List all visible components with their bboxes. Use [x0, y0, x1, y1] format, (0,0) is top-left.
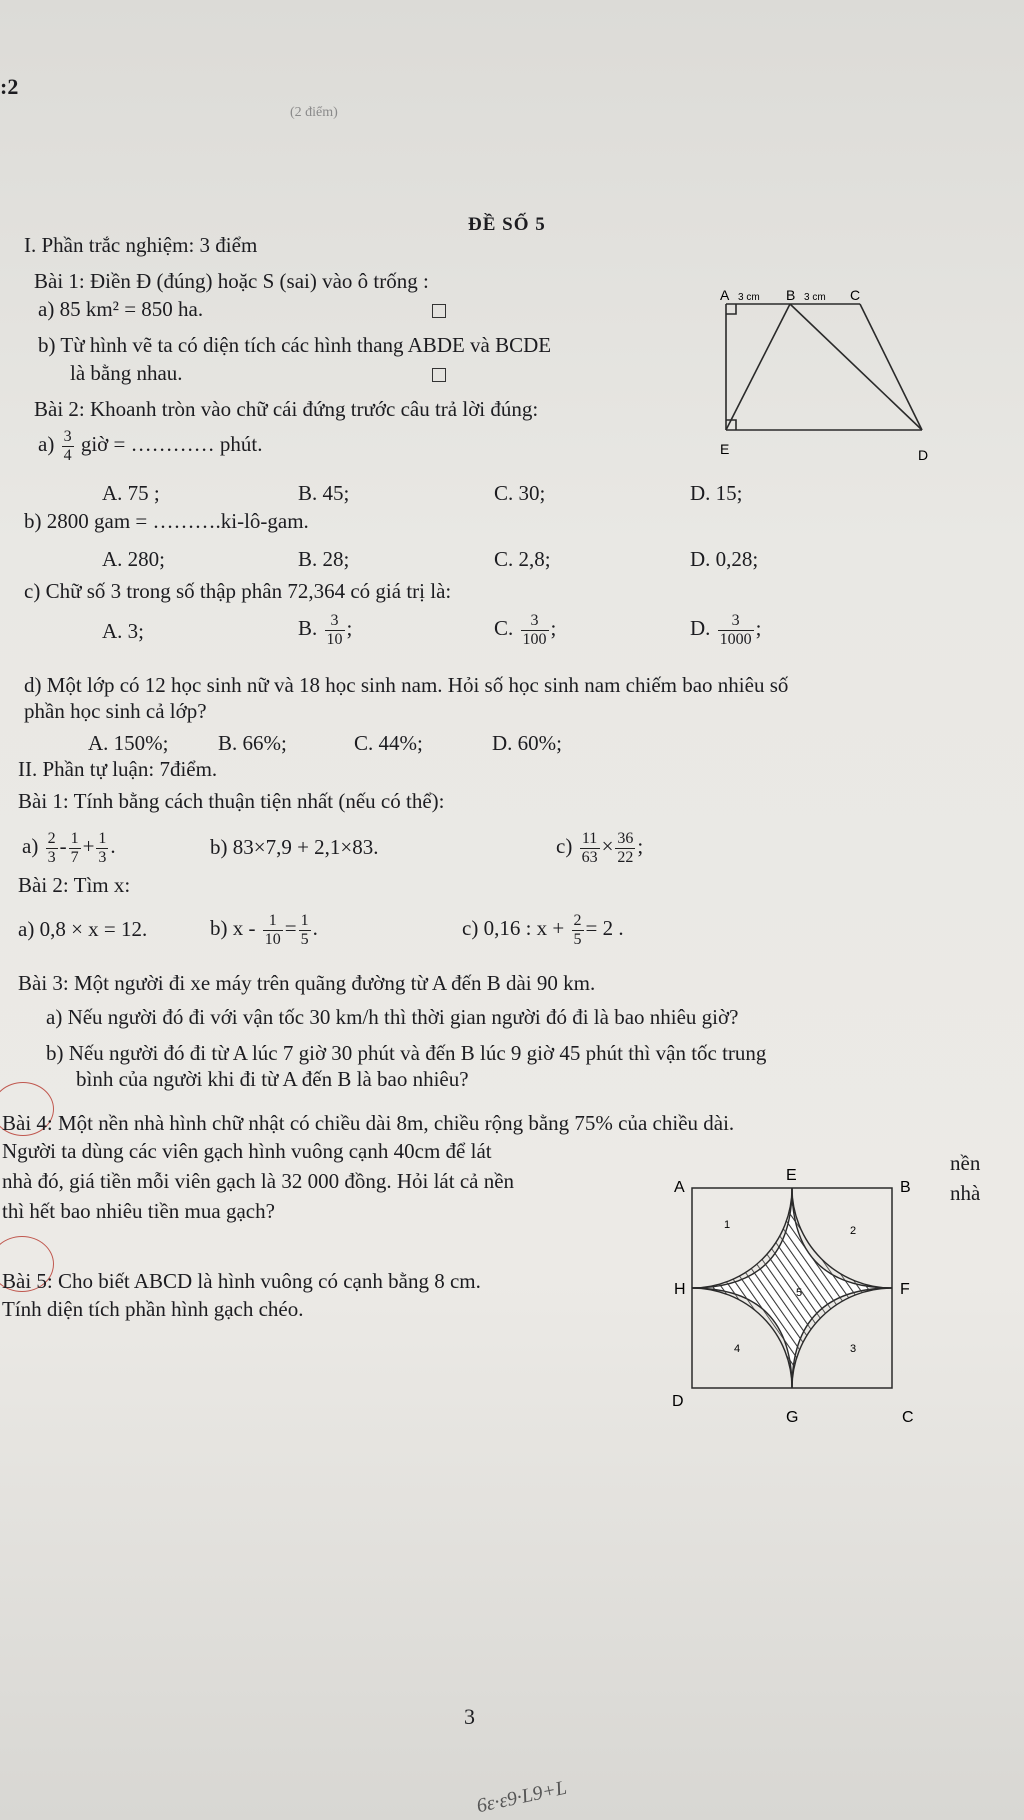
answer-box-b[interactable]: [432, 368, 446, 382]
label-H: H: [674, 1281, 686, 1298]
p2-bai4-line2-end: nền: [950, 1151, 981, 1175]
label-B: B: [786, 287, 796, 303]
fraction: $\frac{3}{10}$: [326, 611, 343, 648]
option[interactable]: B. 66%;: [218, 731, 287, 755]
bai2-title: Bài 2: Khoanh tròn vào chữ cái đứng trước câu trả lời đúng:: [34, 397, 539, 421]
label-D: D: [918, 447, 929, 463]
label-1: 1: [724, 1219, 731, 1231]
option[interactable]: A. 3;: [102, 619, 144, 643]
bai2-b: b) 2800 gam = ……….ki-lô-gam.: [24, 509, 309, 533]
fraction: $\frac{1}{10}$: [264, 911, 281, 948]
option[interactable]: A. 150%;: [88, 731, 169, 755]
label-B: B: [900, 1179, 911, 1196]
fraction: $\frac{1}{7}$: [70, 829, 79, 866]
option[interactable]: B. 28;: [298, 547, 350, 571]
fraction: $\frac{3}{4}$: [63, 427, 72, 464]
label-5: 5: [796, 1287, 803, 1299]
p2-bai2-title: Bài 2: Tìm x:: [18, 873, 131, 897]
label-ab: 3 cm: [738, 292, 760, 303]
square-hatched-figure: [672, 1156, 932, 1446]
p2-bai3-a: a) Nếu người đó đi với vận tốc 30 km/h thì thời gian người đó đi là bao nhiêu giờ?: [46, 1005, 739, 1029]
p2-bai4-line4: thì hết bao nhiêu tiền mua gạch?: [2, 1199, 275, 1223]
p2-bai3-b-line1: b) Nếu người đó đi từ A lúc 7 giờ 30 phút và đến B lúc 9 giờ 45 phút thì vận tốc trung: [46, 1041, 767, 1065]
p2-bai4-line2: Người ta dùng các viên gạch hình vuông cạnh 40cm để lát: [2, 1139, 492, 1163]
label-A: A: [720, 287, 730, 303]
fraction: $\frac{1}{3}$: [98, 829, 107, 866]
fraction: $\frac{2}{3}$: [47, 829, 56, 866]
p2-bai2-a: a) 0,8 × x = 12.: [18, 917, 148, 941]
bai1-b-line2: là bằng nhau.: [70, 361, 183, 385]
bai2-a-rest: giờ = ………… phút.: [80, 432, 263, 456]
p2-bai5-line1: Bài 5: Cho biết ABCD là hình vuông có cạnh bằng 8 cm.: [2, 1269, 481, 1293]
page-number: 3: [464, 1704, 475, 1729]
bai2-a-label: a): [38, 432, 55, 456]
option[interactable]: C. $\frac{3}{100}$ ;: [494, 611, 557, 648]
option[interactable]: D. $\frac{3}{1000}$ ;: [690, 611, 762, 648]
p2-bai1-b: b) 83×7,9 + 2,1×83.: [210, 835, 379, 859]
bai1-b-line1: b) Từ hình vẽ ta có diện tích các hình thang ABDE và BCDE: [38, 333, 552, 357]
p2-bai1-title: Bài 1: Tính bằng cách thuận tiện nhất (nếu có thể):: [18, 789, 445, 813]
fraction: $\frac{11}{63}$: [581, 829, 598, 866]
label-4: 4: [734, 1343, 741, 1355]
option[interactable]: B. 45;: [298, 481, 350, 505]
option[interactable]: D. 15;: [690, 481, 743, 505]
label-G: G: [786, 1409, 799, 1426]
label-bc: 3 cm: [804, 292, 826, 303]
label-A: A: [674, 1179, 685, 1196]
bai2-c: c) Chữ số 3 trong số thập phân 72,364 có giá trị là:: [24, 579, 452, 603]
option[interactable]: A. 75 ;: [102, 481, 160, 505]
p2-bai5-line2: Tính diện tích phần hình gạch chéo.: [2, 1297, 304, 1321]
option[interactable]: C. 30;: [494, 481, 546, 505]
bai2-a: [38, 424, 262, 465]
page-title: ĐỀ SỐ 5: [468, 214, 546, 235]
bai1-title: Bài 1: Điền Đ (đúng) hoặc S (sai) vào ô trống :: [34, 269, 429, 293]
bai2-d-line2: phần học sinh cả lớp?: [24, 699, 207, 723]
p2-bai1-a: a) $\frac{2}{3}$ - $\frac{1}{7}$ + $\frac{1}{3}$ .: [22, 829, 116, 866]
fraction: $\frac{1}{5}$: [300, 911, 309, 948]
fraction: $\frac{3}{100}$: [522, 611, 547, 648]
p2-bai2-c: c) 0,16 : x + $\frac{2}{5}$ = 2 .: [462, 911, 624, 948]
fraction: $\frac{2}{5}$: [573, 911, 582, 948]
label-E: E: [720, 441, 730, 457]
option[interactable]: D. 60%;: [492, 731, 562, 755]
p2-bai3-b-line2: bình của người khi đi từ A đến B là bao nhiêu?: [76, 1067, 469, 1091]
label-F: F: [900, 1281, 910, 1298]
part1-heading: I. Phần trắc nghiệm: 3 điểm: [24, 233, 258, 257]
corner-scribble: (2 điểm): [290, 105, 338, 120]
option[interactable]: B. $\frac{3}{10}$ ;: [298, 611, 353, 648]
fraction: $\frac{36}{22}$: [617, 829, 634, 866]
p2-bai2-b: b) x - $\frac{1}{10}$ = $\frac{1}{5}$ .: [210, 911, 318, 948]
bai2-d-line1: d) Một lớp có 12 học sinh nữ và 18 học sinh nam. Hỏi số học sinh nam chiếm bao nhiêu số: [24, 673, 789, 697]
label-E: E: [786, 1167, 797, 1184]
answer-box-a[interactable]: [432, 304, 446, 318]
label-C: C: [902, 1409, 914, 1426]
bai1-a: a) 85 km² = 850 ha.: [38, 297, 204, 321]
p2-bai1-c: c) $\frac{11}{63}$ × $\frac{36}{22}$ ;: [556, 829, 644, 866]
label-D: D: [672, 1393, 684, 1410]
label-3: 3: [850, 1343, 857, 1355]
option[interactable]: C. 44%;: [354, 731, 423, 755]
trapezoid-figure: [700, 282, 960, 472]
corner-mark: :2: [0, 74, 19, 99]
p2-bai4-line3-end: nhà: [950, 1181, 981, 1205]
label-2: 2: [850, 1225, 857, 1237]
option[interactable]: D. 0,28;: [690, 547, 759, 571]
label-C: C: [850, 287, 861, 303]
p2-bai3-title: Bài 3: Một người đi xe máy trên quãng đường từ A đến B dài 90 km.: [18, 971, 596, 995]
fraction: $\frac{3}{1000}$: [719, 611, 752, 648]
p2-bai4-line1: Bài 4: Một nền nhà hình chữ nhật có chiều dài 8m, chiều rộng bằng 75% của chiều dài.: [2, 1111, 735, 1135]
option[interactable]: C. 2,8;: [494, 547, 551, 571]
option[interactable]: A. 280;: [102, 547, 165, 571]
handwritten-note: 6ε·ε9·L9+L: [474, 1776, 569, 1818]
p2-bai4-line3: nhà đó, giá tiền mỗi viên gạch là 32 000 đồng. Hỏi lát cả nền: [2, 1169, 515, 1193]
part2-heading: II. Phần tự luận: 7điểm.: [18, 757, 218, 781]
